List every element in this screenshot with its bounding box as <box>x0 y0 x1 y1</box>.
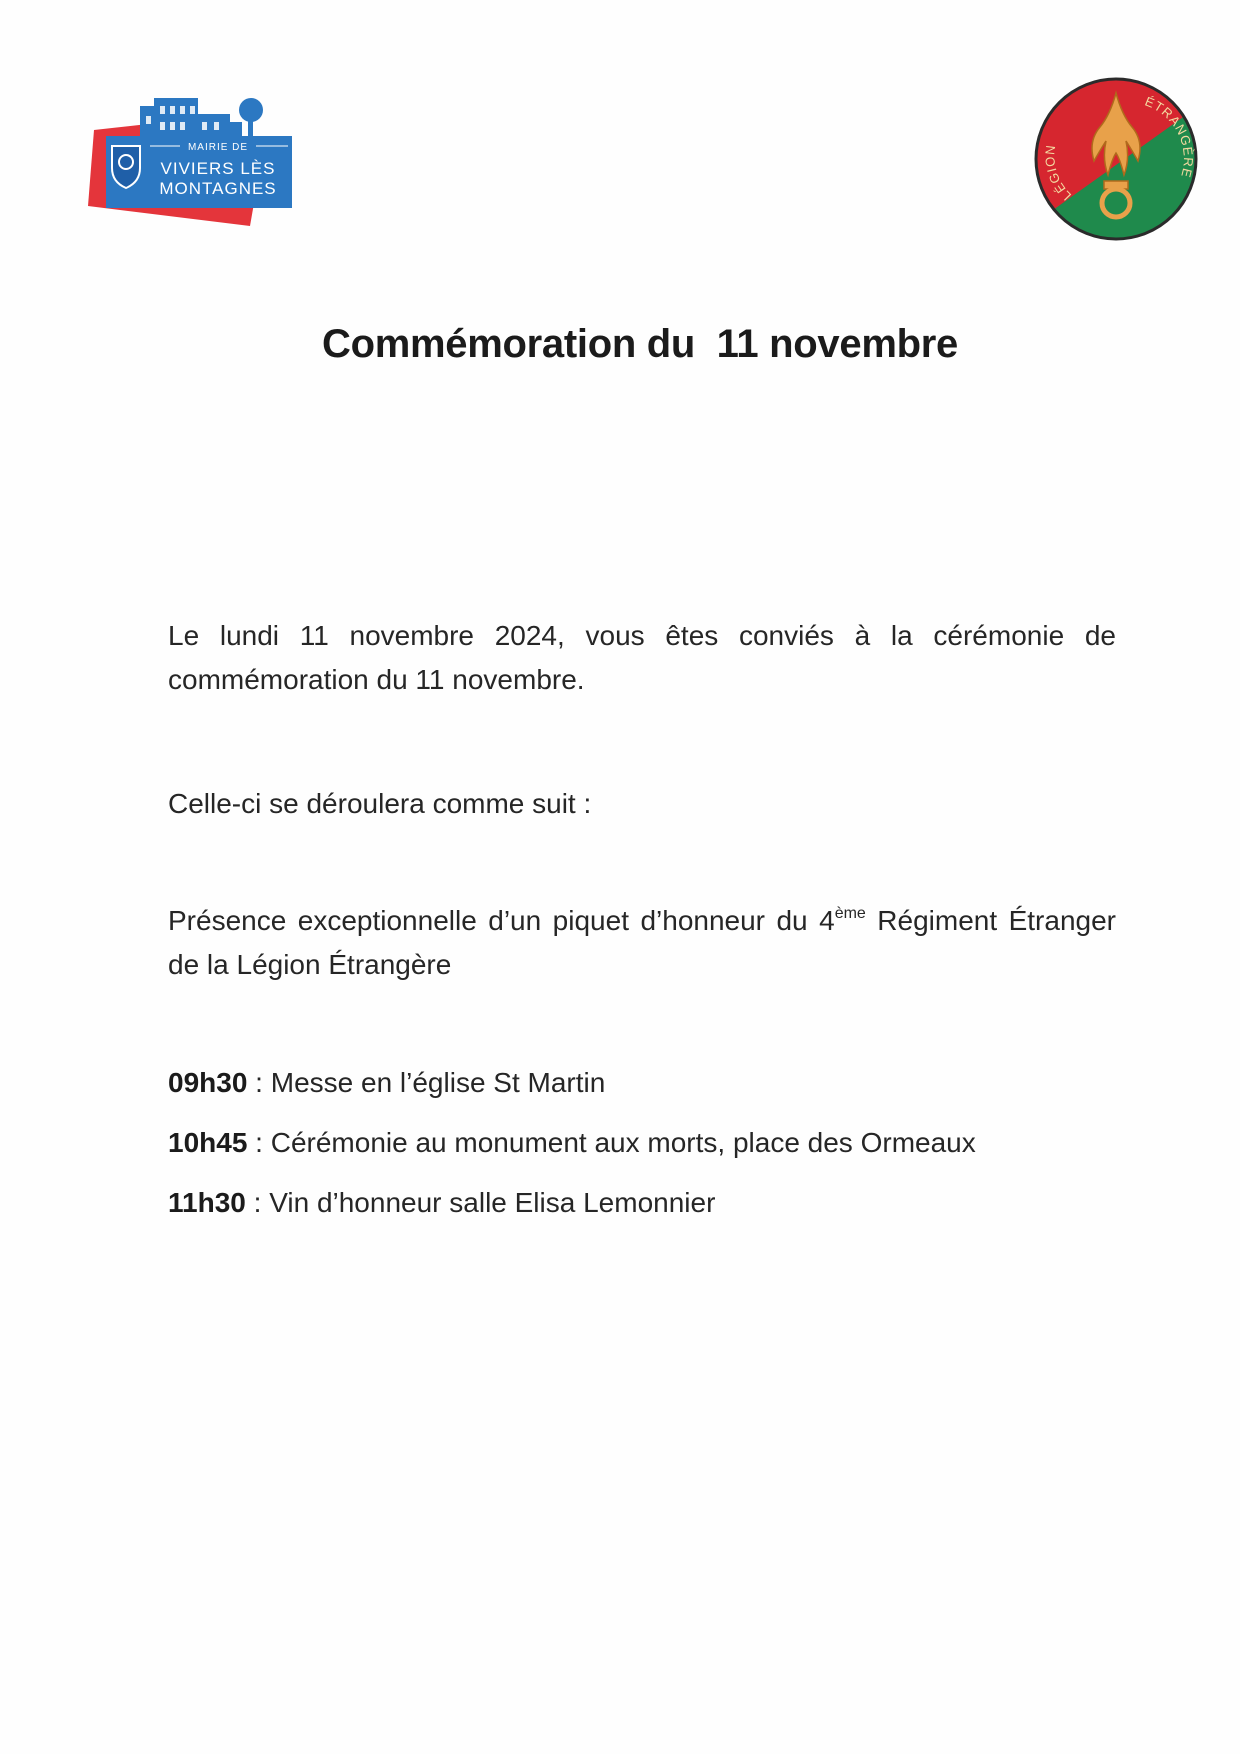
coat-of-arms-icon <box>112 146 140 188</box>
logo-line1: MAIRIE DE <box>187 142 249 153</box>
piquet-text-after: Régiment Étranger de la Légion Étrangère <box>168 905 1116 980</box>
page-title: Commémoration du 11 novembre <box>322 322 958 366</box>
schedule-item <box>168 1122 1118 1164</box>
schedule-time: 10h45 <box>168 1127 248 1158</box>
schedule-item <box>168 1182 1118 1224</box>
schedule-event: : Vin d’honneur salle Elisa Lemonnier <box>245 1187 716 1218</box>
intro-paragraph: Le lundi 11 novembre 2024, vous êtes conviés à la cérémonie de commémoration du 11 novembre. <box>168 620 1116 695</box>
legion-logo <box>1032 75 1200 243</box>
programme-intro: Celle-ci se déroulera comme suit : <box>168 788 592 819</box>
schedule-time: 11h30 <box>168 1187 246 1218</box>
mairie-logo <box>88 88 298 230</box>
schedule-event: : Cérémonie au monument aux morts, place des Ormeaux <box>247 1127 976 1158</box>
schedule-item <box>168 1062 1118 1104</box>
logo-line2: VIVIERS LÈS <box>160 159 276 178</box>
piquet-paragraph <box>168 899 1116 987</box>
logo-line3: MONTAGNES <box>159 179 277 198</box>
schedule-event: : Messe en l’église St Martin <box>247 1067 606 1098</box>
schedule-list <box>168 1062 1118 1242</box>
schedule-time: 09h30 <box>168 1067 248 1098</box>
legion-left-text: LÉGION <box>1042 143 1075 204</box>
legion-right-text: ÉTRANGÈRE <box>1142 93 1197 180</box>
piquet-text-before: Présence exceptionnelle d’un piquet d’honneur du 4 <box>168 905 835 936</box>
piquet-superscript: ème <box>834 905 866 922</box>
